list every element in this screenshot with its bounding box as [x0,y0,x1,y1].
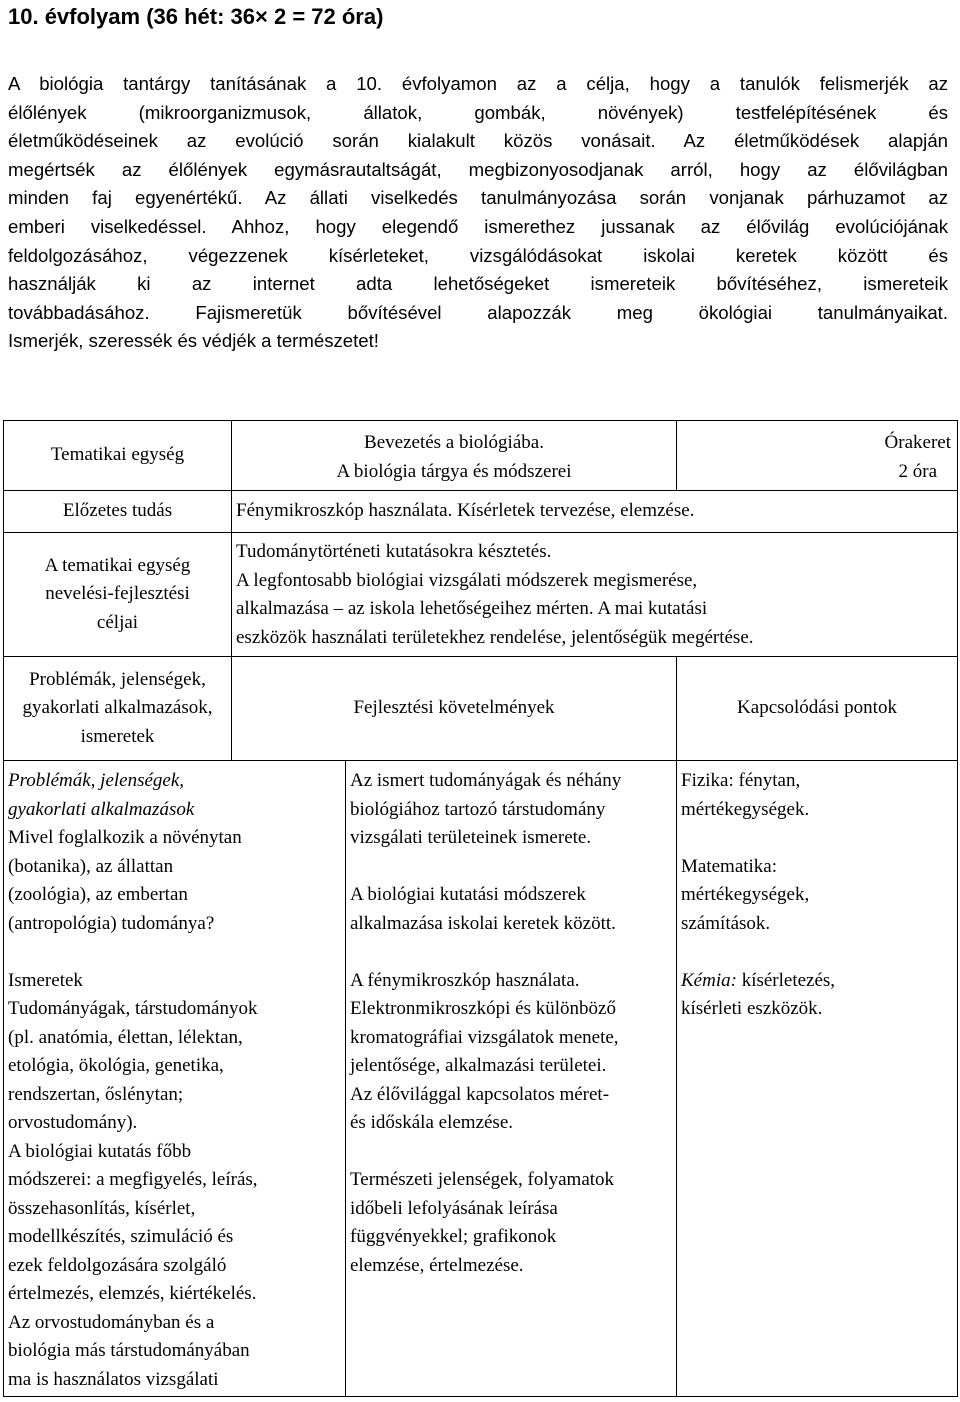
ismeretek-line: Az orvostudományban és a [8,1311,215,1333]
intro-line: feldolgozásához, végezzenek kísérleteket, vizsgálódásokat iskolai keretek között és [8,244,948,266]
orakeret-cell [677,421,958,491]
row-elozetes-tudas [4,491,958,533]
ismeretek-line: orvostudomány). [8,1112,138,1133]
ismeretek-line: ma is használatos vizsgálati [8,1368,219,1390]
ismeretek-line: Ismeretek [8,969,83,991]
fejlesztesi-content-cell [346,761,677,1397]
celok-label-line: A tematikai egység [44,554,191,576]
spacer [681,938,953,967]
kapcs-kemia-text: kísérletezés, [736,969,836,991]
ismeretek-line: (pl. anatómia, élettan, lélektan, [8,1026,243,1048]
row-column-headers [4,657,958,761]
intro-paragraph [8,70,948,356]
fejl-line: Természeti jelenségek, folyamatok [350,1169,615,1190]
fejl-line: és időskála elemzése. [350,1112,514,1133]
problems-line: Mivel foglalkozik a növénytan [8,827,242,848]
spacer [681,824,953,853]
fejl-line: időbeli lefolyásának leírása [350,1197,558,1219]
ismeretek-line: értelmezés, elemzés, kiértékelés. [8,1283,257,1304]
fejl-line: kromatográfiai vizsgálatok menete, [350,1026,619,1048]
problems-header-cell [4,657,232,761]
intro-line: megértsék az élőlények egymásrautaltságát, megbizonyosodjanak arról, hogy az élővilágban [8,158,948,180]
row-tematikai-egyseg [4,421,958,491]
ismeretek-line: rendszertan, őslénytan; [8,1083,184,1105]
kapcsolodasi-header-cell [677,657,958,761]
celok-label-line: nevelési-fejlesztési [45,583,190,605]
orakeret-value: 2 óra [898,460,938,482]
spacer [350,938,672,967]
row-celok [4,533,958,657]
elozetes-value: Fénymikroszkóp használata. Kísérletek tervezése, elemzése. [236,500,695,522]
tematikai-label: Tematikai egység [50,444,185,466]
problems-header-line: ismeretek [80,725,155,747]
ismeretek-line: ezek feldolgozására szolgáló [8,1254,227,1276]
page-title: 10. évfolyam (36 hét: 36× 2 = 72 óra) [8,4,384,29]
ismeretek-line: módszerei: a megfigyelés, leírás, [8,1169,258,1190]
celok-value-line: eszközök használati területekhez rendelése, jelentőségük megértése. [236,626,754,648]
fejl-line: függvényekkel; grafikonok [350,1226,557,1247]
fejlesztesi-header-cell [232,657,677,761]
celok-label-cell [4,533,232,657]
problems-italic-line: Problémák, jelenségek, [8,770,185,791]
tematikai-value-line-1: Bevezetés a biológiába. [364,432,544,453]
row-content [4,761,958,1397]
kapcs-line: mértékegységek. [681,798,810,820]
celok-value-line: alkalmazása – az iskola lehetőségeihez mérten. A mai kutatási [236,598,708,619]
problems-italic-line: gyakorlati alkalmazások [8,798,195,820]
fejl-line: vizsgálati területeinek ismerete. [350,827,592,848]
problems-line: (botanika), az állattan [8,855,174,877]
kapcs-kemia-label: Kémia: [681,969,737,991]
problems-content-cell [4,761,346,1397]
intro-line: továbbadásához. Fajismeretük bővítésével alapozzák meg ökológiai tanulmányaikat. [8,301,948,323]
problems-line: (antropológia) tudománya? [8,912,215,934]
fejlesztesi-header: Fejlesztési követelmények [353,697,555,719]
elozetes-label: Előzetes tudás [62,500,173,522]
ismeretek-line: összehasonlítás, kísérlet, [8,1197,196,1219]
spacer [8,938,341,967]
ismeretek-line: etológia, ökológia, genetika, [8,1055,224,1076]
elozetes-label-cell [4,491,232,533]
elozetes-value-cell [232,491,958,533]
fejl-line: Az ismert tudományágak és néhány [350,770,622,791]
fejl-line: biológiához tartozó társtudomány [350,798,606,820]
kapcs-line: Fizika: fénytan, [681,770,801,791]
ismeretek-line: biológia más társtudományában [8,1340,250,1361]
fejl-line: Elektronmikroszkópi és különböző [350,998,616,1019]
celok-value-line: Tudománytörténeti kutatásokra késztetés. [236,541,552,562]
kapcs-line: kísérleti eszközök. [681,998,823,1019]
ismeretek-line: A biológiai kutatás főbb [8,1140,192,1162]
kapcs-line: mértékegységek, [681,884,810,905]
problems-header-line: Problémák, jelenségek, [29,668,206,690]
fejl-line: jelentősége, alkalmazási területei. [350,1055,607,1076]
fejl-line: A biológiai kutatási módszerek [350,884,586,905]
celok-label-line: céljai [96,611,139,633]
spacer [350,1138,672,1167]
fejl-line: elemzése, értelmezése. [350,1254,524,1276]
kapcs-line: Matematika: [681,855,778,877]
kapcsolodasi-header: Kapcsolódási pontok [737,697,897,719]
fejl-line: Az élővilággal kapcsolatos méret- [350,1083,610,1105]
celok-value-cell [232,533,958,657]
tematikai-value-cell [232,421,677,491]
intro-line: élőlények (mikroorganizmusok, állatok, gombák, növények) testfelépítésének és [8,101,948,123]
intro-line: A biológia tantárgy tanításának a 10. évfolyamon az a célja, hogy a tanulók felismerjék az [8,73,948,94]
intro-line: használják ki az internet adta lehetőségeket ismereteik bővítéséhez, ismereteik [8,273,948,295]
intro-line: Ismerjék, szeressék és védjék a természetet! [8,330,379,352]
kapcsolodasi-content-cell [677,761,958,1397]
fejl-line: alkalmazása iskolai keretek között. [350,912,616,934]
intro-line: minden faj egyenértékű. Az állati viselkedés tanulmányozása során vonjanak párhuzamot az [8,187,948,209]
intro-line: emberi viselkedéssel. Ahhoz, hogy elegendő ismerethez jussanak az élővilág evolúciójának [8,215,948,237]
spacer [350,853,672,882]
kapcs-line: számítások. [681,912,771,934]
tematikai-label-cell [4,421,232,491]
problems-header-line: gyakorlati alkalmazások, [22,697,213,719]
orakeret-label: Órakeret [884,432,951,453]
intro-line: életműködéseinek az evolúció során kialakult közös vonásait. Az életműködések alapján [8,130,948,152]
tematikai-value-line-2: A biológia tárgya és módszerei [336,460,572,482]
problems-line: (zoológia), az embertan [8,884,188,905]
curriculum-table [3,420,958,1397]
celok-value-line: A legfontosabb biológiai vizsgálati módszerek megismerése, [236,569,698,591]
fejl-line: A fénymikroszkóp használata. [350,969,580,991]
ismeretek-line: Tudományágak, társtudományok [8,998,258,1019]
kapcs-kemia-line [681,967,953,996]
ismeretek-line: modellkészítés, szimuláció és [8,1226,234,1247]
